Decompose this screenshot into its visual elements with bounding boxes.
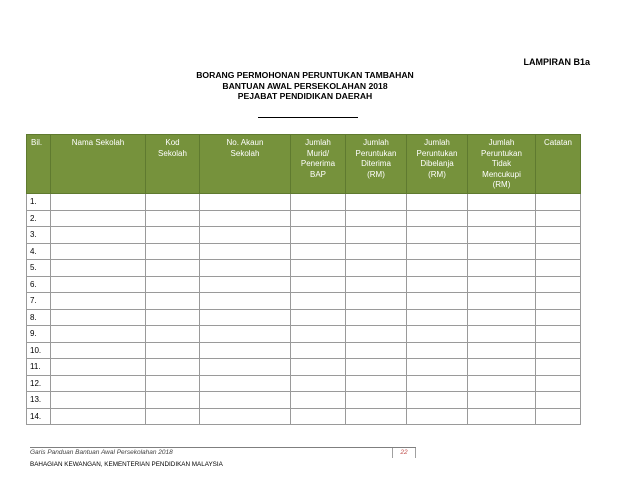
empty-cell (291, 326, 346, 343)
empty-cell (51, 326, 146, 343)
row-number-cell: 4. (27, 243, 51, 260)
empty-cell (51, 408, 146, 425)
footer-guide-title: Garis Panduan Bantuan Awal Persekolahan 2018 (30, 449, 173, 456)
empty-cell (51, 342, 146, 359)
empty-cell (468, 194, 536, 211)
header-line: Tidak (491, 159, 512, 168)
empty-cell (291, 392, 346, 409)
header-line: Sekolah (230, 148, 260, 158)
empty-cell (407, 260, 468, 277)
table-row (27, 276, 581, 293)
row-number-cell: 7. (27, 293, 51, 310)
empty-cell (468, 309, 536, 326)
row-number-cell: 6. (27, 276, 51, 293)
empty-cell (346, 342, 407, 359)
header-no-akaun-sekolah (200, 135, 291, 194)
table-header-row (27, 135, 581, 194)
empty-cell (146, 210, 200, 227)
row-number-cell: 11. (27, 359, 51, 376)
empty-cell (146, 309, 200, 326)
header-line: Kod (165, 138, 180, 147)
empty-cell (146, 243, 200, 260)
empty-cell (468, 243, 536, 260)
empty-cell (346, 227, 407, 244)
empty-cell (291, 309, 346, 326)
empty-cell (407, 194, 468, 211)
empty-cell (407, 309, 468, 326)
empty-cell (200, 260, 291, 277)
district-blank-line (258, 117, 358, 118)
empty-cell (200, 375, 291, 392)
empty-cell (468, 293, 536, 310)
table-row (27, 392, 581, 409)
table-row (27, 309, 581, 326)
empty-cell (536, 210, 581, 227)
empty-cell (407, 210, 468, 227)
header-line: Dibelanja (420, 159, 454, 168)
header-line: Murid/ (306, 148, 330, 158)
empty-cell (51, 194, 146, 211)
header-line: (RM) (428, 169, 446, 179)
header-line: No. Akaun (226, 138, 264, 147)
header-line: Peruntukan (355, 148, 397, 158)
page-number: 22 (392, 448, 416, 458)
empty-cell (291, 194, 346, 211)
empty-cell (346, 359, 407, 376)
empty-cell (536, 375, 581, 392)
empty-cell (51, 359, 146, 376)
header-line: Nama Sekolah (71, 138, 125, 147)
row-number-cell: 12. (27, 375, 51, 392)
empty-cell (200, 210, 291, 227)
header-line: Bil. (31, 138, 43, 147)
empty-cell (346, 276, 407, 293)
header-line: Peruntukan (481, 148, 522, 158)
table-row (27, 375, 581, 392)
empty-cell (468, 210, 536, 227)
empty-cell (200, 243, 291, 260)
table-row (27, 194, 581, 211)
empty-cell (407, 342, 468, 359)
empty-cell (51, 375, 146, 392)
row-number-cell: 5. (27, 260, 51, 277)
empty-cell (146, 276, 200, 293)
empty-cell (346, 293, 407, 310)
empty-cell (346, 375, 407, 392)
empty-cell (200, 408, 291, 425)
empty-cell (346, 260, 407, 277)
empty-cell (536, 293, 581, 310)
empty-cell (51, 260, 146, 277)
empty-cell (200, 326, 291, 343)
empty-cell (291, 408, 346, 425)
empty-cell (536, 326, 581, 343)
empty-cell (407, 293, 468, 310)
empty-cell (51, 243, 146, 260)
row-number-cell: 3. (27, 227, 51, 244)
empty-cell (468, 276, 536, 293)
empty-cell (200, 227, 291, 244)
row-number-cell: 1. (27, 194, 51, 211)
header-line: Mencukupi (482, 169, 521, 179)
header-line: Sekolah (158, 148, 187, 158)
empty-cell (200, 276, 291, 293)
empty-cell (291, 359, 346, 376)
table-row (27, 326, 581, 343)
empty-cell (346, 309, 407, 326)
empty-cell (536, 260, 581, 277)
empty-cell (146, 194, 200, 211)
empty-cell (146, 408, 200, 425)
empty-cell (468, 408, 536, 425)
table-row (27, 359, 581, 376)
empty-cell (291, 210, 346, 227)
empty-cell (536, 227, 581, 244)
table-row (27, 243, 581, 260)
empty-cell (536, 309, 581, 326)
form-title (140, 70, 470, 102)
empty-cell (146, 293, 200, 310)
empty-cell (51, 227, 146, 244)
header-catatan (536, 135, 581, 194)
empty-cell (407, 359, 468, 376)
header-line: Jumlah (424, 138, 450, 147)
empty-cell (407, 392, 468, 409)
empty-cell (407, 375, 468, 392)
empty-cell (468, 342, 536, 359)
empty-cell (146, 260, 200, 277)
row-number-cell: 9. (27, 326, 51, 343)
empty-cell (536, 276, 581, 293)
empty-cell (200, 392, 291, 409)
header-line: (RM) (367, 169, 385, 179)
empty-cell (146, 342, 200, 359)
empty-cell (536, 392, 581, 409)
header-line: Jumlah (305, 138, 331, 147)
empty-cell (346, 392, 407, 409)
table-row (27, 293, 581, 310)
row-number-cell: 10. (27, 342, 51, 359)
table-row (27, 342, 581, 359)
empty-cell (146, 359, 200, 376)
title-line-3: PEJABAT PENDIDIKAN DAERAH (237, 91, 373, 101)
header-peruntukan-dibelanja (407, 135, 468, 194)
header-line: Penerima (300, 159, 336, 168)
footer-ministry: BAHAGIAN KEWANGAN, KEMENTERIAN PENDIDIKAN MALAYSIA (30, 461, 223, 468)
empty-cell (468, 227, 536, 244)
empty-cell (346, 194, 407, 211)
appendix-label: LAMPIRAN B1a (523, 57, 590, 67)
row-number-cell: 2. (27, 210, 51, 227)
header-kod-sekolah (146, 135, 200, 194)
row-number-cell: 8. (27, 309, 51, 326)
empty-cell (407, 243, 468, 260)
header-line: Peruntukan (416, 148, 458, 158)
table-row (27, 408, 581, 425)
row-number-cell: 13. (27, 392, 51, 409)
header-peruntukan-tidak-mencukupi (468, 135, 536, 194)
empty-cell (291, 375, 346, 392)
header-line: Diterima (361, 159, 391, 168)
empty-cell (407, 276, 468, 293)
empty-cell (200, 293, 291, 310)
empty-cell (291, 227, 346, 244)
empty-cell (200, 342, 291, 359)
empty-cell (407, 227, 468, 244)
empty-cell (291, 243, 346, 260)
empty-cell (536, 342, 581, 359)
empty-cell (468, 375, 536, 392)
empty-cell (146, 392, 200, 409)
empty-cell (146, 227, 200, 244)
empty-cell (51, 293, 146, 310)
empty-cell (407, 326, 468, 343)
empty-cell (51, 210, 146, 227)
empty-cell (346, 326, 407, 343)
empty-cell (291, 293, 346, 310)
title-line-1: BORANG PERMOHONAN PERUNTUKAN TAMBAHAN (196, 70, 414, 80)
title-line-2: BANTUAN AWAL PERSEKOLAHAN 2018 (222, 80, 388, 91)
footer-rule (30, 447, 416, 448)
row-number-cell: 14. (27, 408, 51, 425)
header-peruntukan-diterima (346, 135, 407, 194)
empty-cell (346, 408, 407, 425)
empty-cell (536, 359, 581, 376)
empty-cell (200, 194, 291, 211)
empty-cell (200, 359, 291, 376)
empty-cell (291, 276, 346, 293)
empty-cell (291, 260, 346, 277)
empty-cell (468, 326, 536, 343)
header-nama-sekolah (51, 135, 146, 194)
header-line: Catatan (543, 138, 573, 147)
empty-cell (407, 408, 468, 425)
empty-cell (346, 210, 407, 227)
empty-cell (146, 326, 200, 343)
empty-cell (51, 276, 146, 293)
header-line: (RM) (492, 180, 511, 189)
empty-cell (346, 243, 407, 260)
allocation-request-table (26, 134, 581, 425)
empty-cell (468, 359, 536, 376)
header-bil (27, 135, 51, 194)
empty-cell (146, 375, 200, 392)
empty-cell (536, 194, 581, 211)
empty-cell (468, 260, 536, 277)
empty-cell (291, 342, 346, 359)
header-jumlah-murid (291, 135, 346, 194)
table-row (27, 227, 581, 244)
empty-cell (51, 309, 146, 326)
empty-cell (468, 392, 536, 409)
empty-cell (536, 243, 581, 260)
empty-cell (51, 392, 146, 409)
header-line: Jumlah (488, 138, 515, 147)
table-row (27, 260, 581, 277)
table-row (27, 210, 581, 227)
empty-cell (200, 309, 291, 326)
empty-cell (536, 408, 581, 425)
header-line: Jumlah (363, 138, 389, 147)
header-line: BAP (309, 169, 326, 179)
